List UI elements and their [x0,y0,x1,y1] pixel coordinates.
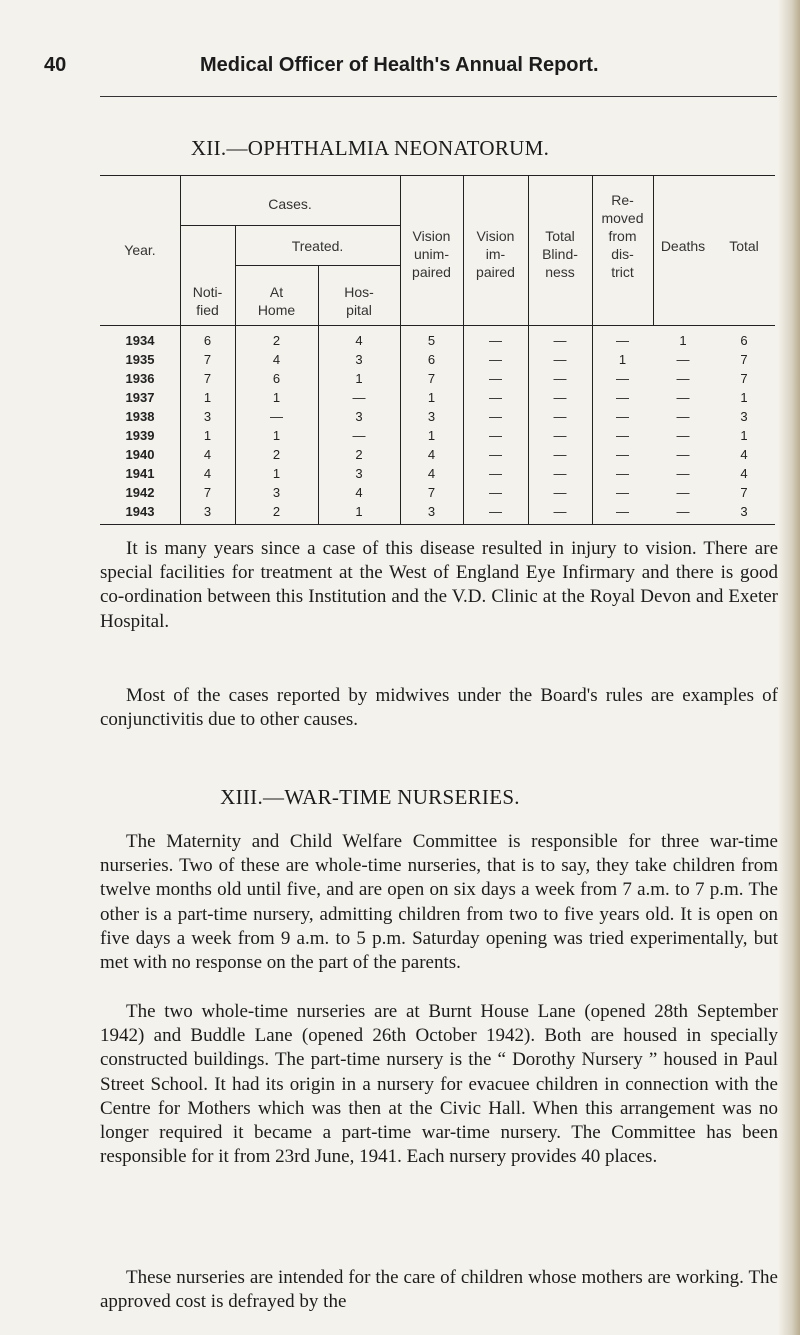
table-cell: — [676,371,690,386]
page-number: 40 [44,54,67,76]
ophthalmia-table [100,175,775,525]
table-cell: — [489,371,502,386]
table-cell: 1 [272,428,281,443]
table-cell: — [616,428,629,443]
section-title-ophthalmia: XII.—OPHTHALMIA NEONATORUM. [190,136,550,160]
table-cell: 2 [272,504,281,519]
table-header-rule [100,325,775,326]
table-cell: 5 [427,333,436,348]
paragraph: The Maternity and Child Welfare Committee is responsible for three war-time nurseries. Two of these are whole-time nurseries, that is to say, they take children from twelve months old until five, and are open on six days a week from 7 a.m. to 7 p.m. The other is a part-time nursery, admitting children from two to five years old. It is open on five days a week from 9 a.m. to 5 p.m. Saturday opening was tried experimentally, but met with no response on the part of the parents. [100,831,778,974]
table-cell: 1 [740,428,748,443]
table-cell: 7 [740,371,748,386]
table-cell: 1 [355,504,363,519]
table-cell: — [676,466,690,481]
table-cell: 6 [203,333,212,348]
table-cell: 7 [203,352,212,367]
treated-header: Treated. [291,238,344,254]
table-cell: 4 [427,447,436,462]
table-cell: — [676,352,690,367]
removed-header: Re- moved from dis- trict [601,192,644,280]
table-cell: 7 [203,371,212,386]
table-cell: 4 [740,466,748,481]
report-title: Medical Officer of Health's Annual Report. [200,54,599,76]
table-cell: 3 [740,409,748,424]
paragraph: These nurseries are intended for the care of children whose mothers are working. The approved cost is defrayed by the [100,1267,778,1313]
table-cell: 7 [203,485,212,500]
table-cell: 4 [355,333,363,348]
table-cell: — [489,504,502,519]
table-cell: 2 [355,447,363,462]
table-cell: 3 [427,504,436,519]
table-cell: 7 [427,485,436,500]
table-cell: 3 [272,485,281,500]
total-header: Total [729,238,759,254]
table-cell: — [616,466,629,481]
table-cell: 6 [427,352,436,367]
table-year-cell: 1936 [125,371,155,386]
table-cell: 1 [679,333,687,348]
table-cell: — [489,333,502,348]
table-cell: 3 [355,409,363,424]
table-cell: — [676,447,690,462]
table-cell: — [553,447,567,462]
table-cell: — [676,504,690,519]
table-year-cell: 1937 [125,390,155,405]
cases-sub-rule [180,225,400,226]
notified-header: Noti- fied [192,284,223,318]
table-cell: — [553,504,567,519]
table-year-cell: 1942 [125,485,155,500]
table-cell: 3 [203,409,212,424]
table-year-cell: 1940 [125,447,155,462]
table-cell: 6 [272,371,281,386]
table-cell: 1 [427,390,436,405]
table-year-cell: 1934 [125,333,155,348]
table-cell: — [553,485,567,500]
table-cell: 2 [272,447,281,462]
table-cell: — [676,409,690,424]
table-cell: — [676,428,690,443]
table-top-rule [100,175,775,176]
table-cell: 1 [355,371,363,386]
table-cell: 1 [272,390,281,405]
table-cell: — [616,485,629,500]
table-cell: 2 [272,333,281,348]
table-cell: 1 [203,390,212,405]
table-year-cell: 1938 [125,409,155,424]
table-cell: — [352,428,366,443]
table-cell: — [616,390,629,405]
table-cell: 4 [355,485,363,500]
vision-impaired-header: Vision im- paired [476,228,515,280]
table-cell: 4 [740,447,748,462]
cases-header: Cases. [268,196,312,212]
vision-unimpaired-header: Vision unim- paired [412,228,451,280]
table-bottom-rule [100,524,775,525]
table-cell: 1 [740,390,748,405]
table-cell: 1 [203,428,212,443]
table-cell: — [553,352,567,367]
table-year-cell: 1941 [125,466,155,481]
total-blindness-header: Total Blind- ness [542,228,578,280]
table-cell: 7 [740,352,748,367]
table-cell: 7 [740,485,748,500]
table-cell: — [553,428,567,443]
header-rule [100,96,777,97]
table-cell: 6 [740,333,748,348]
table-year-cell: 1939 [125,428,155,443]
table-cell: — [270,409,283,424]
deaths-header: Deaths [660,238,706,254]
table-cell: — [616,371,629,386]
table-cell: — [489,390,502,405]
table-cell: 4 [203,447,212,462]
table-cell: — [676,390,690,405]
table-cell: — [553,390,567,405]
table-cell: — [616,447,629,462]
table-cell: — [553,333,567,348]
table-cell: 3 [427,409,436,424]
table-cell: 4 [427,466,436,481]
table-cell: — [553,371,567,386]
table-cell: — [489,485,502,500]
table-cell: — [489,466,502,481]
table-cell: 1 [272,466,281,481]
table-cell: — [553,409,567,424]
table-cell: 3 [355,352,363,367]
table-cell: 3 [203,504,212,519]
year-header: Year. [124,242,156,258]
paragraph: Most of the cases reported by midwives under the Board's rules are examples of conjunctivitis due to other causes. [100,685,778,731]
table-cell: — [616,333,629,348]
table-cell: — [489,428,502,443]
paragraph: The two whole-time nurseries are at Burnt House Lane (opened 28th September 1942) and Buddle Lane (opened 26th October 1942). Both are housed in specially constructed buildings. The part-time nursery is the “ Dorothy Nursery ” housed in Paul Street School. It had its origin in a nursery for evacuee children in connection with the Centre for Mothers which was then at the Civic Hall. When this arrangement was no longer required it became a part-time war-time nursery. The Committee has been responsible for it from 23rd June, 1941. Each nursery provides 40 places. [100,1001,778,1168]
table-cell: — [676,485,690,500]
table-cell: 4 [203,466,212,481]
table-cell: 7 [427,371,436,386]
table-cell: 3 [355,466,363,481]
hospital-header: Hos- pital [344,284,374,318]
paragraph: It is many years since a case of this disease resulted in injury to vision. There are special facilities for treatment at the West of England Eye Infirmary and there is good co-ordination between this Institution and the V.D. Clinic at the Royal Devon and Exeter Hospital. [100,538,778,632]
table-cell: 4 [272,352,281,367]
table-cell: — [489,409,502,424]
section-title-nurseries: XIII.—WAR-TIME NURSERIES. [220,785,520,809]
table-year-cell: 1935 [125,352,155,367]
table-cell: 1 [618,352,627,367]
table-cell: — [616,409,629,424]
page-edge [778,0,800,1335]
table-cell: — [352,390,366,405]
table-cell: 1 [427,428,436,443]
table-cell: — [489,447,502,462]
at-home-header: At Home [257,284,296,318]
table-cell: 3 [740,504,748,519]
table-year-cell: 1943 [125,504,155,519]
table-cell: — [616,504,629,519]
table-cell: — [553,466,567,481]
table-cell: — [489,352,502,367]
